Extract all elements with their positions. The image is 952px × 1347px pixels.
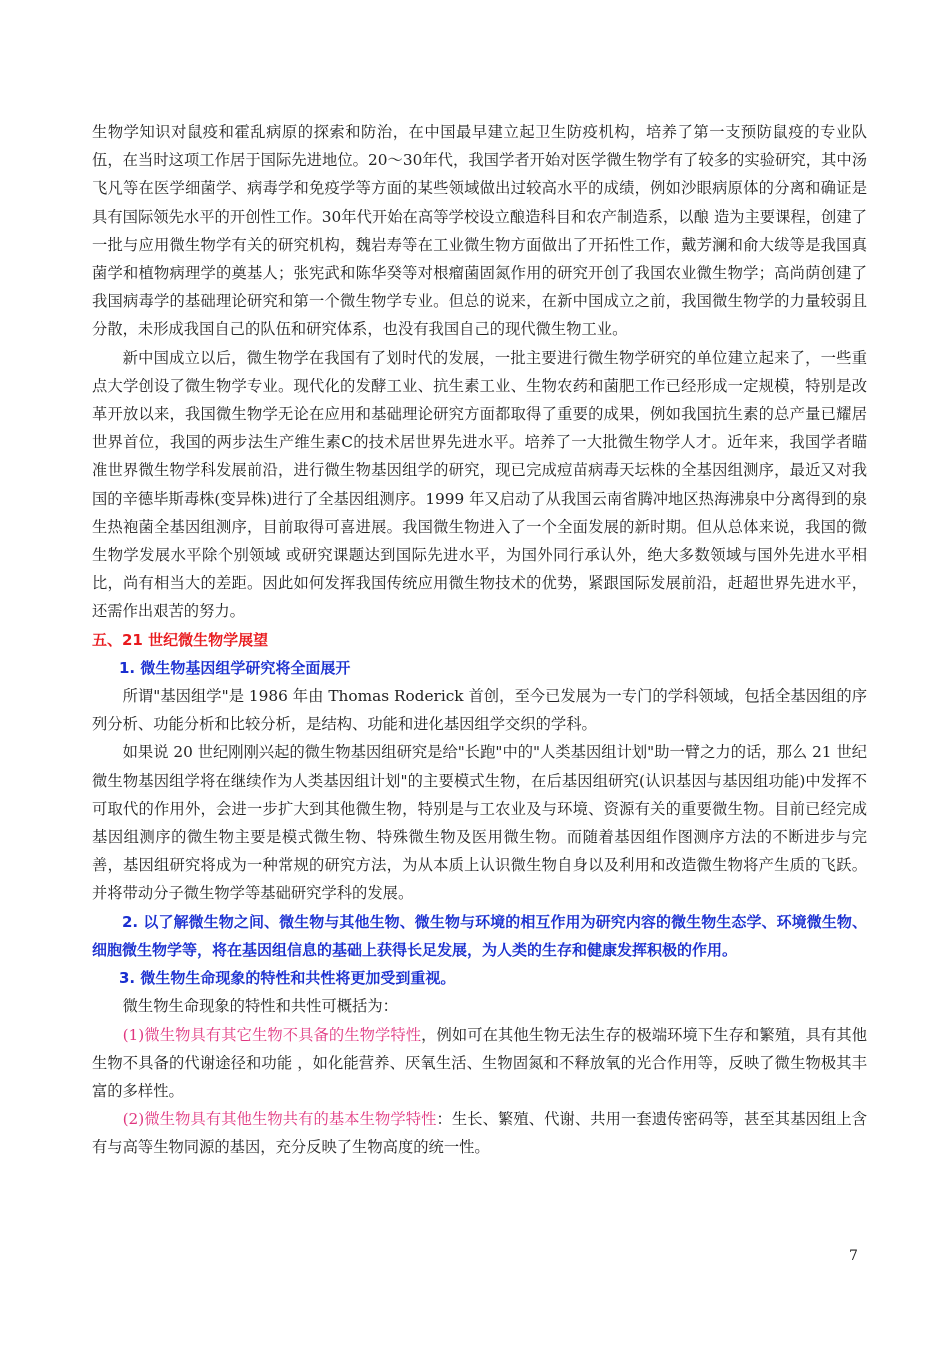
paragraph-unique-traits (92, 1021, 867, 1106)
highlight-common-traits: (2)微生物具有其他生物共有的基本生物学特性 (122, 1110, 437, 1129)
text-common-traits: ：生长、繁殖、代谢、共用一套遗传密码等，甚至其基因组上含有与高等生物同源的基因，充分反映了生物高度的统一性。 (92, 1110, 867, 1157)
subheading-genomics: 1. 微生物基因组学研究将全面展开 (119, 658, 351, 677)
page-number: 7 (849, 1248, 858, 1264)
paragraph-history-pre1949: 生物学知识对鼠疫和霍乱病原的探索和防治，在中国最早建立起卫生防疫机构，培养了第一支预防鼠疫的专业队伍，在当时这项工作居于国际先进地位。20～30年代，我国学者开始对医学微生物学有了较多的实验研究，其中汤飞凡等在医学细菌学、病毒学和免疫学等方面的某些领域做出过较高水平的成绩，例如沙眼病原体的分离和确证是具有国际领先水平的开创性工作。30年代开始在高等学校设立酿造科目和农产制造系，以酿 造为主要课程，创建了一批与应用微生物学有关的研究机构，魏岩寿等在工业微生物方面做出了开拓性工作，戴芳澜和俞大绂等是我国真菌学和植物病理学的奠基人；张宪武和陈华癸等对根瘤菌固氮作用的研究开创了我国农业微生物学；高尚荫创建了我国病毒学的基础理论研究和第一个微生物学专业。但总的说来，在新中国成立之前，我国微生物学的力量较弱且分散，未形成我国自己的队伍和研究体系，也没有我国自己的现代微生物工业。 (92, 123, 867, 339)
highlight-unique-traits: (1)微生物具有其它生物不具备的生物学特性 (122, 1025, 422, 1044)
paragraph-common-traits (92, 1105, 867, 1161)
paragraph-characteristics-intro: 微生物生命现象的特性和共性可概括为： (122, 997, 398, 1016)
paragraph-genomics-definition: 所谓"基因组学"是 1986 年由 Thomas Roderick 首创，至今已发展为一专门的学科领域，包括全基因组的序列分析、功能分析和比较分析，是结构、功能和进化基因组学交织的学科。 (92, 687, 867, 734)
document-body (92, 118, 867, 1162)
text-unique-traits: ，例如可在其他生物无法生存的极端环境下生存和繁殖，具有其他生物不具备的代谢途径和功能 ，如化能营养、厌氧生活、生物固氮和不释放氧的光合作用等，反映了微生物极其丰富的多样性。 (92, 1025, 867, 1100)
subheading-characteristics: 3. 微生物生命现象的特性和共性将更加受到重视。 (119, 969, 456, 988)
paragraph-history-post1949: 新中国成立以后，微生物学在我国有了划时代的发展，一批主要进行微生物学研究的单位建立起来了，一些重点大学创设了微生物学专业。现代化的发酵工业、抗生素工业、生物农药和菌肥工作已经形成一定规模，特别是改革开放以来，我国微生物学无论在应用和基础理论研究方面都取得了重要的成果，例如我国抗生素的总产量已耀居世界首位，我国的两步法生产维生素C的技术居世界先进水平。培养了一大批微生物学人才。近年来，我国学者瞄准世界微生物学科发展前沿，进行微生物基因组学的研究，现已完成痘苗病毒天坛株的全基因组测序，最近又对我国的辛德毕斯毒株(变异株)进行了全基因组测序。1999 年又启动了从我国云南省腾冲地区热海沸泉中分离得到的泉生热袍菌全基因组测序，目前取得可喜进展。我国微生物进入了一个全面发展的新时期。但从总体来说，我国的微生物学发展水平除个别领域 或研究课题达到国际先进水平，为国外同行承认外，绝大多数领域与国外先进水平相比，尚有相当大的差距。因此如何发挥我国传统应用微生物技术的优势，紧跟国际发展前沿，赶超世界先进水平，还需作出艰苦的努力。 (92, 348, 867, 621)
subheading-ecology: 2. 以了解微生物之间、微生物与其他生物、微生物与环境的相互作用为研究内容的微生物生态学、环境微生物、细胞微生物学等，将在基因组信息的基础上获得长足发展，为人类的生存和健康发挥积极的作用。 (92, 912, 867, 959)
paragraph-genomics-outlook: 如果说 20 世纪刚刚兴起的微生物基因组研究是给"长跑"中的"人类基因组计划"助一臂之力的话，那么 21 世纪微生物基因组学将在继续作为人类基因组计划"的主要模式生物，在后基因组研究(认识基因与基因组功能)中发挥不可取代的作用外，会进一步扩大到其他微生物，特别是与工农业及与环境、资源有关的重要微生物。目前已经完成基因组测序的微生物主要是模式微生物、特殊微生物及医用微生物。而随着基因组作图测序方法的不断进步与完善，基因组研究将成为一种常规的研究方法，为从本质上认识微生物自身以及利用和改造微生物将产生质的飞跃。并将带动分子微生物学等基础研究学科的发展。 (92, 743, 867, 903)
section-heading-21st-century: 五、21 世纪微生物学展望 (92, 630, 269, 649)
